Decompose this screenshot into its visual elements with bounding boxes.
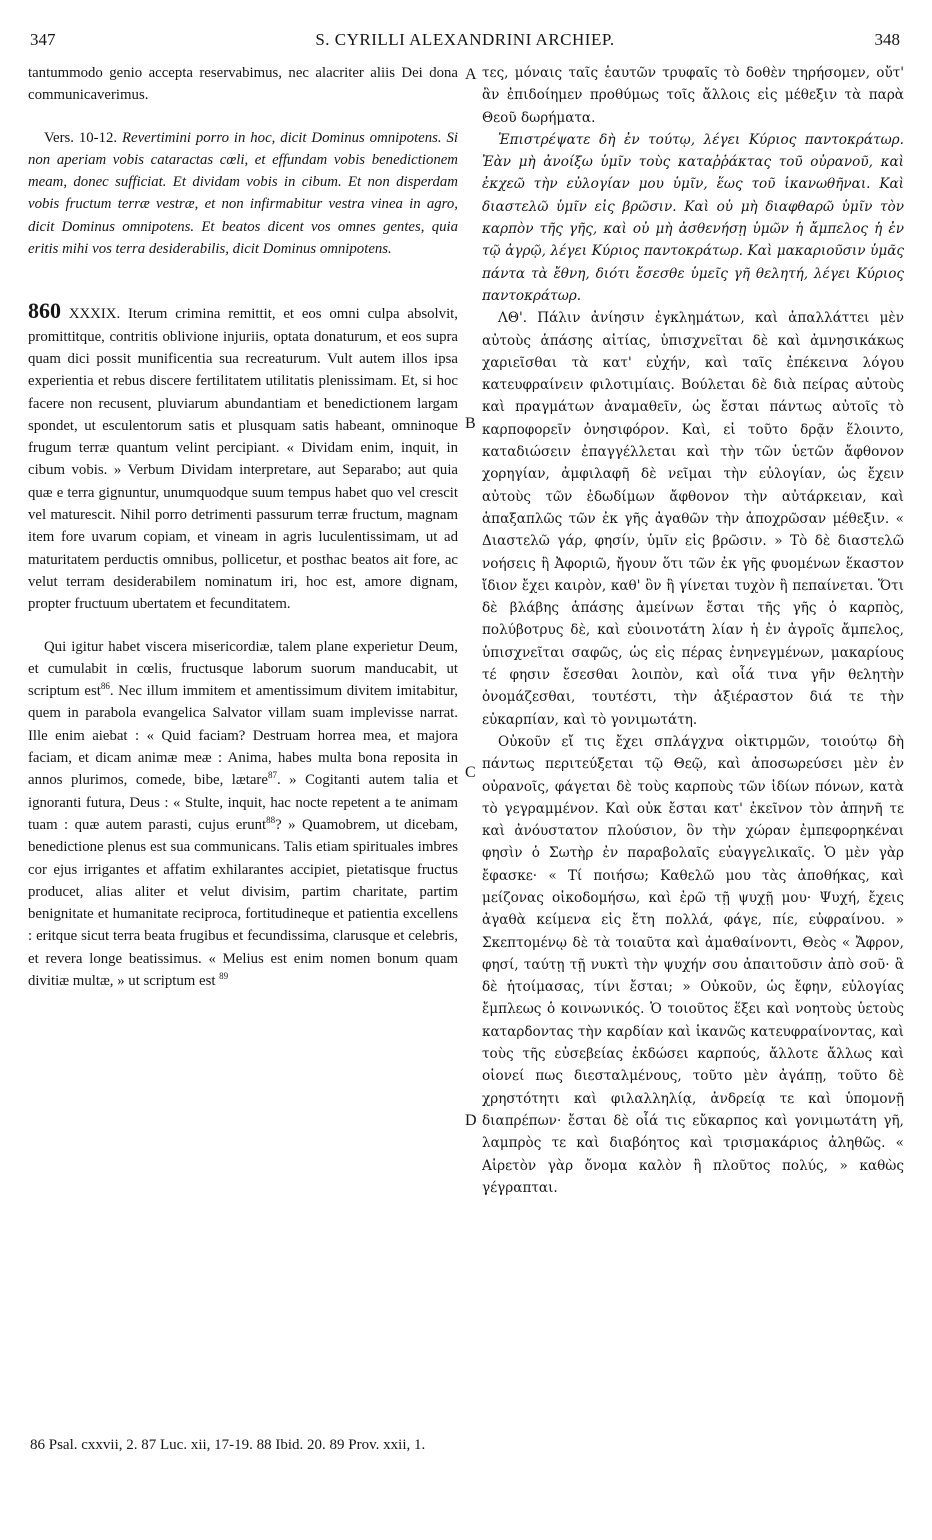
latin-p4-part-c: . » Cogitanti autem talia et ignoranti futura, Deus : « Stulte, inquit, hac nocte repetent a te animam tuam : quæ autem parasti, cujus erunt: [28, 772, 458, 833]
latin-p4-part-b: . Nec illum immitem et amentissimum divitem imitabitur, quem in parabola evangelica Salvator villam suam implevisse narrat. Ille enim aiebat : « Quid faciam? Destruam horrea mea, et majora faciam, et dicam animæ meæ : Anima, habes multa bona reposita in annos plurimos, comede, bibe, lætare: [28, 683, 458, 789]
running-title: S. CYRILLI ALEXANDRINI ARCHIEP.: [315, 30, 615, 49]
page-number-left: 347: [30, 30, 56, 49]
verse-label: Vers. 10-12.: [44, 129, 118, 146]
margin-marker-d: D: [465, 1112, 477, 1129]
footnote-ref-86: 86: [100, 681, 110, 692]
latin-paragraph-1: tantummodo genio accepta reservabimus, nec alacriter aliis Dei dona communicaverimus.: [28, 65, 458, 104]
latin-column: [28, 62, 458, 992]
latin-verse-block: [28, 127, 458, 261]
margin-marker-b: B: [465, 415, 476, 432]
latin-p4-part-d: ? » Quamobrem, ut dicebam, benedictione plenus est sua communicans. Talis etiam spirituales imbres cor ejus irrigantes et affatim exhilarantes accipiet, pietatisque fructus producet, alias aliter et velut divisim, partim charitate, partim benignitate et humanitate reciproca, fortitudineque et patientia excellens : eritque sicut terra beata frugibus et fecundissima, clarusque et celebris, et revera longe beatissimus. « Melius est enim nomen bonum quam divitiæ multæ, » ut scriptum est: [28, 816, 458, 989]
latin-paragraph-3: [28, 300, 458, 615]
column-number: 860: [28, 298, 61, 324]
margin-marker-a: A: [465, 66, 477, 83]
margin-marker-c: C: [465, 764, 476, 781]
greek-paragraph-4: Οὐκοῦν εἴ τις ἔχει σπλάγχνα οἰκτιρμῶν, τοιούτῳ δὴ πάντως περιτεύξεται τῷ Θεῷ, καὶ ἀποσωρεύσει μὲν ἐν οὐρανοῖς, φάγεται δὲ τοὺς καρποὺς τῶν ἰδίων πόνων, κατὰ τὸ γεγραμμένον. Καὶ οὐκ ἔσται κατ' ἐκεῖνον τὸν ἀπηνῆ τε καὶ ἀνόυστατον πλούσιον, ὃν τὴν χώραν ἐμπεφορηκέναι φησὶν ὁ Σωτὴρ ἐν παραβολαῖς εὐαγγελικαῖς. Ὁ μὲν γὰρ ἔφασκε· « Τί ποιήσω; Καθελῶ μου τὰς ἀποθήκας, καὶ μείζονας οἰκοδομήσω, καὶ ἐρῶ τῇ ψυχῇ μου· Ψυχή, ἔχεις ἀγαθὰ κείμενα εἰς ἔτη πολλά, φάγε, πίε, εὐφραίνου. » Σκεπτομένῳ δὲ τὰ τοιαῦτα καὶ ἀμαθαίνοντι, Θεὸς « Ἄφρον, φησί, ταύτῃ τῇ νυκτὶ τὴν ψυχήν σου ἀπαιτοῦσιν ἀπὸ σοῦ· ἃ δὲ ἡτοίμασας, τίνι ἔσται; » Οὐκοῦν, ὡς ἔφην, εὐλογίας ἔμπλεως ὁ κοινωνικός. Ὁ τοιοῦτος ἕξει καὶ νοητοὺς ὑετοὺς καταρδοντας τὴν καρδίαν καὶ ἱκανῶς κατευφραίνοντας, καὶ τοὺς τῆς εὐσεβείας ἐκδώσει καρπούς, ἄλλοτε ἄλλως καὶ οἱονεί πως διεσταλμένους, τοῦτο μὲν ἀγάπῃ, τοῦτο δὲ χρηστότητι καὶ φιλαλληλίᾳ, ἀνδρείᾳ τε καὶ ὑπομονῇ διαπρέπων· ἔσται δὲ οἷά τις εὔκαρπος καὶ γονιμωτάτη γῆ, λαμπρὸς τε καὶ διαβόητος καὶ τρισμακάριος ἀληθῶς. « Αἱρετὸν γὰρ ὄνομα καλὸν ἢ πλοῦτος πολύς, » καθὼς γέγραπται.: [482, 733, 904, 1196]
latin-p4-part-a: Qui igitur habet viscera misericordiæ, talem plane experietur Deum, et cumulabit in cœlis, fructusque laborum suorum manducabit, ut scriptum est: [28, 638, 458, 700]
greek-paragraph-1: τες, μόναις ταῖς ἑαυτῶν τρυφαῖς τὸ δοθὲν τηρήσομεν, οὔτ' ἂν ἐπιδοίημεν προθύμως τοῖς ἄλλοις εἰς μέθεξιν τὰ παρὰ Θεοῦ δωρήματα.: [482, 65, 904, 126]
greek-verse-block: Ἐπιστρέψατε δὴ ἐν τούτῳ, λέγει Κύριος παντοκράτωρ. Ἐὰν μὴ ἀνοίξω ὑμῖν τοὺς καταῤῥάκτας τοῦ οὐρανοῦ, καὶ ἐκχεῶ τὴν εὐλογίαν μου ὑμῖν, ἕως τοῦ ἱκανωθῆναι. Καὶ διαστελῶ ὑμῖν εἰς βρῶσιν. Καὶ οὐ μὴ διαφθαρῶ ὑμῖν τὸν καρπὸν τῆς γῆς, καὶ οὐ μὴ ἀσθενήσῃ ὑμῶν ἡ ἄμπελος ἡ ἐν τῷ ἀγρῷ, λέγει Κύριος παντοκράτωρ. Καὶ μακαριοῦσιν ὑμᾶς πάντα τὰ ἔθνη, διότι ἔσεσθε ὑμεῖς γῆ θελητή, λέγει Κύριος παντοκράτωρ.: [482, 131, 904, 304]
footnote-ref-89: 89: [219, 971, 229, 982]
page-number-right: 348: [874, 30, 900, 49]
latin-paragraph-3-text: XXXIX. Iterum crimina remittit, et eos omni culpa absolvit, promittitque, contritis oblivione injuriis, optata donaturum, et eos supra quam dici possit munificentia sua recreaturum. Vult autem illos ipsa experientia et rebus discere fertilitatem utilitatis plenissimam. Et, si hoc facere non recusent, pluviarum abundantiam et benedictionem largam spondet, ut esculentorum satis et plusquam satis habeant, omninoque frugum terræ quantum velint percipiant. « Dividam enim, inquit, in cibum vobis. » Verbum Dividam interpretare, aut Separabo; aut quia quæ e terra gignuntur, unumquodque suum tempus habet quo vel crescit vel maturescit. Nihil porro detrimenti passurum terræ fructum, magnam item fore uvarum copiam, et vineam in agris luculentissimam, ut ad maturitatem perductis omnibus, pollicetur, et posthac beatos ait fore, ac velut terram desiderabilem nominatum iri, hoc est, amore dignam, propter fructuum ubertatem et fecunditatem.: [28, 306, 458, 613]
footnotes: 86 Psal. cxxvii, 2. 87 Luc. xii, 17-19. 88 Ibid. 20. 89 Prov. xxii, 1.: [30, 1437, 426, 1453]
footnote-ref-88: 88: [266, 814, 276, 825]
footnote-ref-87: 87: [267, 770, 277, 781]
verse-text: Revertimini porro in hoc, dicit Dominus omnipotens. Si non aperiam vobis cataractas cœli, et effundam vobis benedictionem meam, donec sufficiat. Et dividam vobis in cibum. Et non disperdam vobis fructum terræ vestræ, et non infirmabitur vestra vinea in agro, dicit Dominus omnipotens. Et beatos dicent vos omnes gentes, quia eritis mihi vos terra desiderabilis, dicit Dominus omnipotens.: [28, 129, 458, 258]
greek-paragraph-3: ΛΘ'. Πάλιν ἀνίησιν ἐγκλημάτων, καὶ ἀπαλλάττει μὲν αὐτοὺς ἁπάσης αἰτίας, ὑπισχνεῖται δὲ καὶ ἀμνησικάκως χαριεῖσθαι τὰ κατ' εὐχήν, καὶ ταῖς ἐπέκεινα λόγου κατευφραίνειν φιλοτιμίαις. Βούλεται δὲ διὰ πείρας αὐτοὺς καὶ πραγμάτων ἀναμαθεῖν, ὡς ἔσται πάντως αὐτοῖς τὸ καρποφορεῖν ὀνησιφόρον. Καὶ, εἰ τοῦτο δρᾷν ἕλοιντο, καταδιώσειν ἐπαγγέλλεται καὶ τὴν τῶν ὑετῶν ἄφθονον χορηγίαν, ἀμφιλαφῆ δὲ νεῖμαι τὴν εὐλογίαν, ὡς ἔχειν αὐτοὺς τῶν ἐδωδίμων ἄφθονον τὴν αὐτάρκειαν, καὶ ἁπαξαπλῶς τῶν ἐκ γῆς ἀγαθῶν τὴν ἀποχρῶσαν μέθεξιν. « Διαστελῶ γάρ, φησίν, ὑμῖν εἰς βρῶσιν. » Τὸ δὲ διαστελῶ νοήσεις ἢ Ἀφοριῶ, ἤγουν ὅτι τῶν ἐκ γῆς φυομένων ἕκαστον ἴδιον ἔχει καιρὸν, καθ' ὃν ἢ γίνεται τυχὸν ἢ πεπαίνεται. Ὅτι δὲ βλάβης ἁπάσης ἀμείνων ἔσται τῆς γῆς ὁ καρπὸς, πολύβοτρυς δὲ, καὶ εὐοινοτάτη λίαν ἡ ἐν ἀγροῖς ἄμπελος, ὑπισχνεῖται σαφῶς, ὡς εἰς πέρας ἐνηνεγμένων, μακαρίους τέ φησιν ἔσεσθαι λοιπὸν, καὶ οἷά τινα γῆν θελητὴν ὀνομάζεσθαι, τουτέστι, τὴν ἀξιέραστον διά τε τὴν εὐκαρπίαν, καὶ τὸ γονιμωτάτη.: [482, 310, 904, 728]
latin-paragraph-4: [28, 636, 458, 993]
page-header: [30, 30, 900, 56]
greek-column: [482, 62, 904, 1199]
